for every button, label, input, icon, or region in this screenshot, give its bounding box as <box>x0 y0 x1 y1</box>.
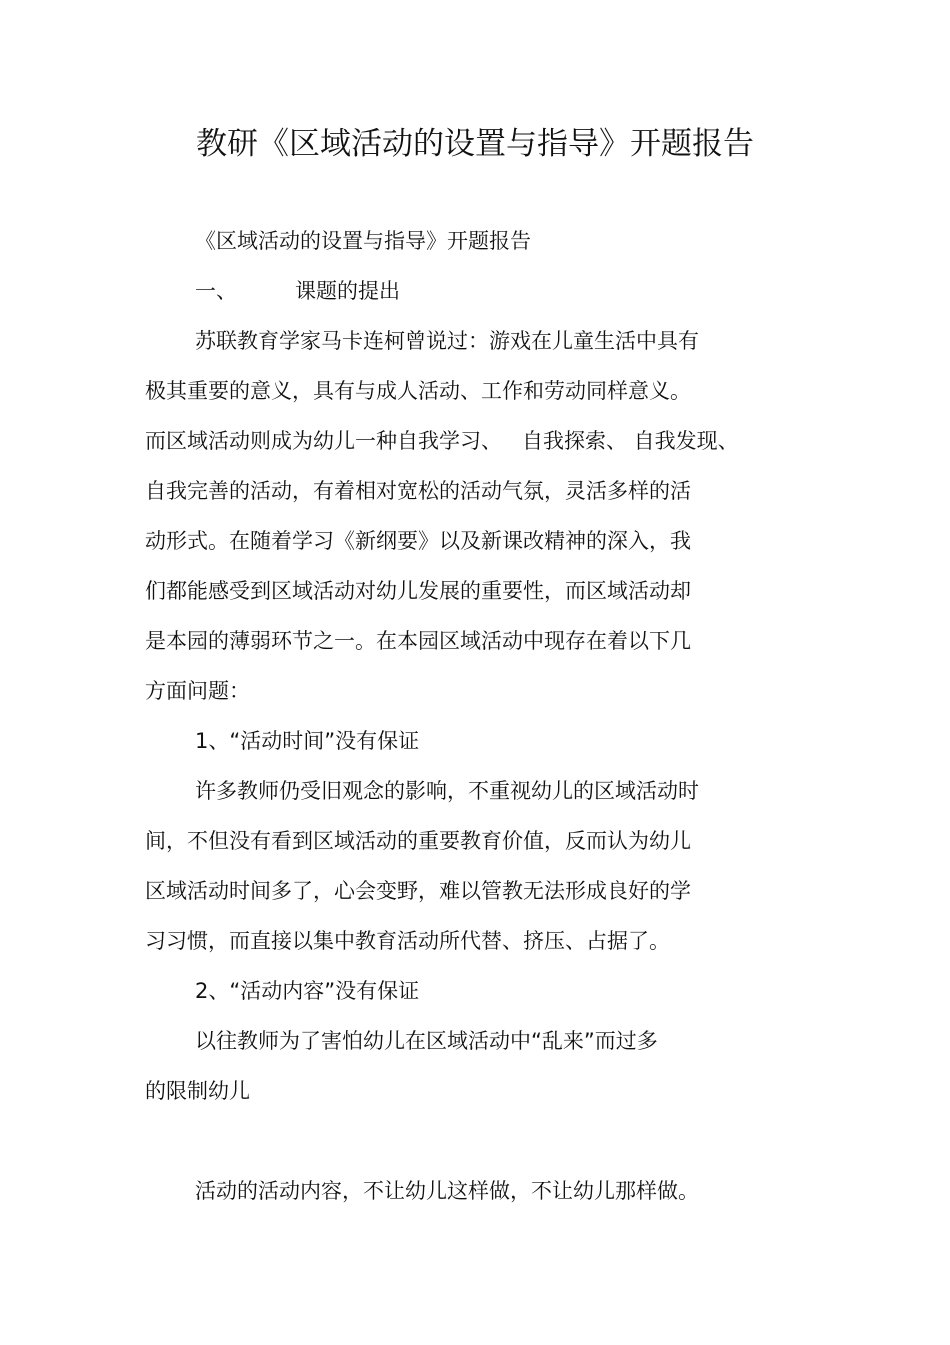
paragraph-line: 们都能感受到区域活动对幼儿发展的重要性，而区域活动却 <box>145 579 691 603</box>
paragraph-line: 活动的活动内容，不让幼儿这样做，不让幼儿那样做。 <box>195 1179 699 1203</box>
paragraph-line-part: 而区域活动则成为幼儿一种自我学习、 <box>145 429 502 453</box>
paragraph-line: 苏联教育学家马卡连柯曾说过：游戏在儿童生活中具有 <box>195 329 699 353</box>
paragraph-line <box>145 426 739 456</box>
paragraph-line: 习习惯，而直接以集中教育活动所代替、挤压、占据了。 <box>145 929 670 953</box>
section-number: 一、 <box>195 279 237 303</box>
document-subtitle: 《区域活动的设置与指导》开题报告 <box>195 229 531 253</box>
section-title: 课题的提出 <box>295 279 400 303</box>
document-title: 教研《区域活动的设置与指导》开题报告 <box>196 126 754 162</box>
paragraph-line: 动形式。在随着学习《新纲要》以及新课改精神的深入，我 <box>145 529 691 553</box>
paragraph-line-part: 自我探索、 自我发现、 <box>522 429 739 453</box>
paragraph-line: 自我完善的活动，有着相对宽松的活动气氛，灵活多样的活 <box>145 479 691 503</box>
paragraph-line: 的限制幼儿 <box>145 1079 250 1103</box>
item-heading: 1、“活动时间”没有保证 <box>195 729 420 753</box>
paragraph-line: 许多教师仍受旧观念的影响，不重视幼儿的区域活动时 <box>195 779 699 803</box>
section-heading <box>195 276 400 306</box>
paragraph-line: 以往教师为了害怕幼儿在区域活动中“乱来”而过多 <box>195 1029 658 1053</box>
item-heading: 2、“活动内容”没有保证 <box>195 979 420 1003</box>
paragraph-line: 方面问题： <box>145 679 250 703</box>
paragraph-line: 区域活动时间多了，心会变野，难以管教无法形成良好的学 <box>145 879 691 903</box>
paragraph-line: 极其重要的意义，具有与成人活动、工作和劳动同样意义。 <box>145 379 691 403</box>
paragraph-line: 间，不但没有看到区域活动的重要教育价值，反而认为幼儿 <box>145 829 691 853</box>
paragraph-line: 是本园的薄弱环节之一。在本园区域活动中现存在着以下几 <box>145 629 691 653</box>
